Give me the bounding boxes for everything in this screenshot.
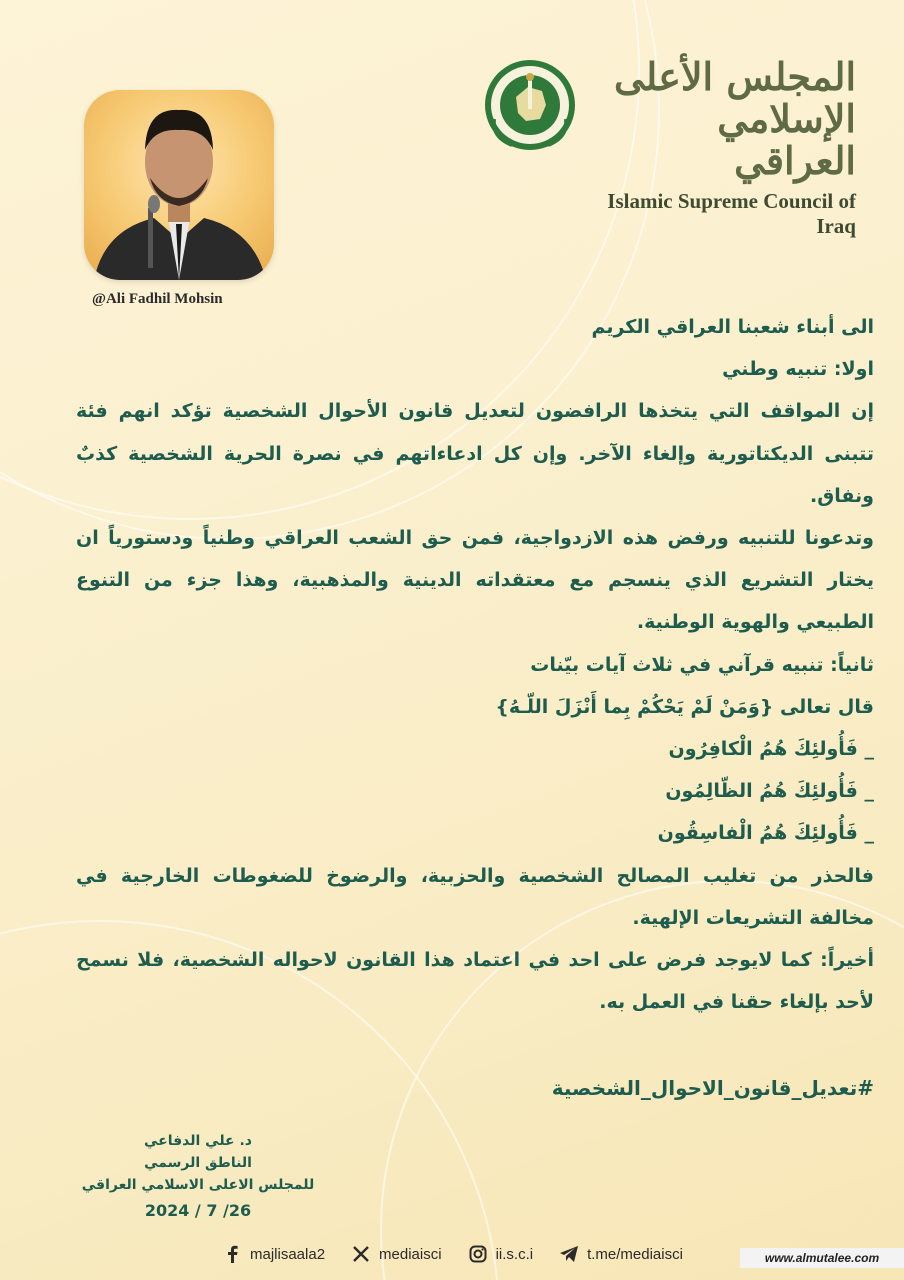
facebook-handle: majlisaala2 (250, 1245, 326, 1263)
section-heading: ثانياً: تنبيه قرآني في ثلاث آيات بيّنات (530, 653, 874, 676)
instagram-handle: ii.s.c.i (495, 1245, 534, 1263)
signature-block (68, 1130, 328, 1222)
facebook-link[interactable] (222, 1244, 325, 1264)
speaker-photo (84, 90, 274, 280)
telegram-icon (559, 1244, 579, 1264)
photo-credit: @Ali Fadhil Mohsin (92, 291, 223, 307)
paragraph: أخيراً: كما لايوجد فرض على احد في اعتماد هذا القانون لاحواله الشخصية، فلا نسمح لأحد بإلغاء حقنا في العمل به. (76, 949, 874, 1014)
signatory-name: د. علي الدفاعي (144, 1133, 252, 1149)
telegram-link[interactable] (559, 1244, 683, 1264)
site-watermark: www.almutalee.com (740, 1248, 904, 1268)
instagram-icon (468, 1244, 488, 1264)
verse-intro: قال تعالى {وَمَنْ لَمْ يَحْكُمْ بِما أَنْزَلَ اللّـهُ} (495, 695, 874, 718)
emblem-icon (482, 57, 578, 157)
telegram-handle: t.me/mediaisci (587, 1245, 683, 1263)
org-name-english: Islamic Supreme Council of Iraq (607, 189, 856, 239)
verse-line: _ فَأُولئِكَ هُمُ الظّالِمُون (665, 780, 874, 803)
paragraph: إن المواقف التي يتخذها الرافضون لتعديل قانون الأحوال الشخصية تؤكد انهم فئة تتبنى الديكتاتورية وإلغاء الآخر. وإن كل ادعاءاتهم في نصرة الحرية الشخصية كذبٌ ونفاق. (76, 400, 874, 507)
org-name-arabic: المجلس الأعلى الإسلامي العراقي (613, 54, 856, 183)
greeting: الى أبناء شعبنا العراقي الكريم (591, 316, 874, 338)
verse-line: _ فَأُولئِكَ هُمُ الْكافِرُون (668, 738, 874, 761)
facebook-icon (222, 1244, 242, 1264)
x-icon (351, 1244, 371, 1264)
x-handle: mediaisci (379, 1245, 442, 1263)
statement-date: 2024 / 7 /26 (144, 1201, 252, 1220)
org-logo (586, 56, 856, 239)
x-link[interactable] (351, 1244, 442, 1264)
instagram-link[interactable] (468, 1244, 534, 1264)
signatory-org: للمجلس الاعلى الاسلامي العراقي (81, 1177, 315, 1193)
signatory-title: الناطق الرسمي (144, 1155, 252, 1171)
paragraph: فالحذر من تغليب المصالح الشخصية والحزبية، والرضوخ للضغوطات الخارجية في مخالفة التشريعات الإلهية. (76, 864, 874, 929)
statement-body (76, 306, 874, 1023)
verse-line: _ فَأُولئِكَ هُمُ الْفاسِقُون (657, 822, 874, 845)
paragraph: وتدعونا للتنبيه ورفض هذه الازدواجية، فمن حق الشعب العراقي وطنياً ودستورياً ان يختار التشريع الذي ينسجم مع معتقداته الدينية والمذهبية، وهذا جزء من التنوع الطبيعي والهوية الوطنية. (76, 527, 874, 634)
social-footer (222, 1240, 683, 1268)
hashtag[interactable]: #تعديل_قانون_الاحوال_الشخصية (551, 1076, 874, 1100)
section-heading: اولا: تنبيه وطني (722, 358, 874, 381)
